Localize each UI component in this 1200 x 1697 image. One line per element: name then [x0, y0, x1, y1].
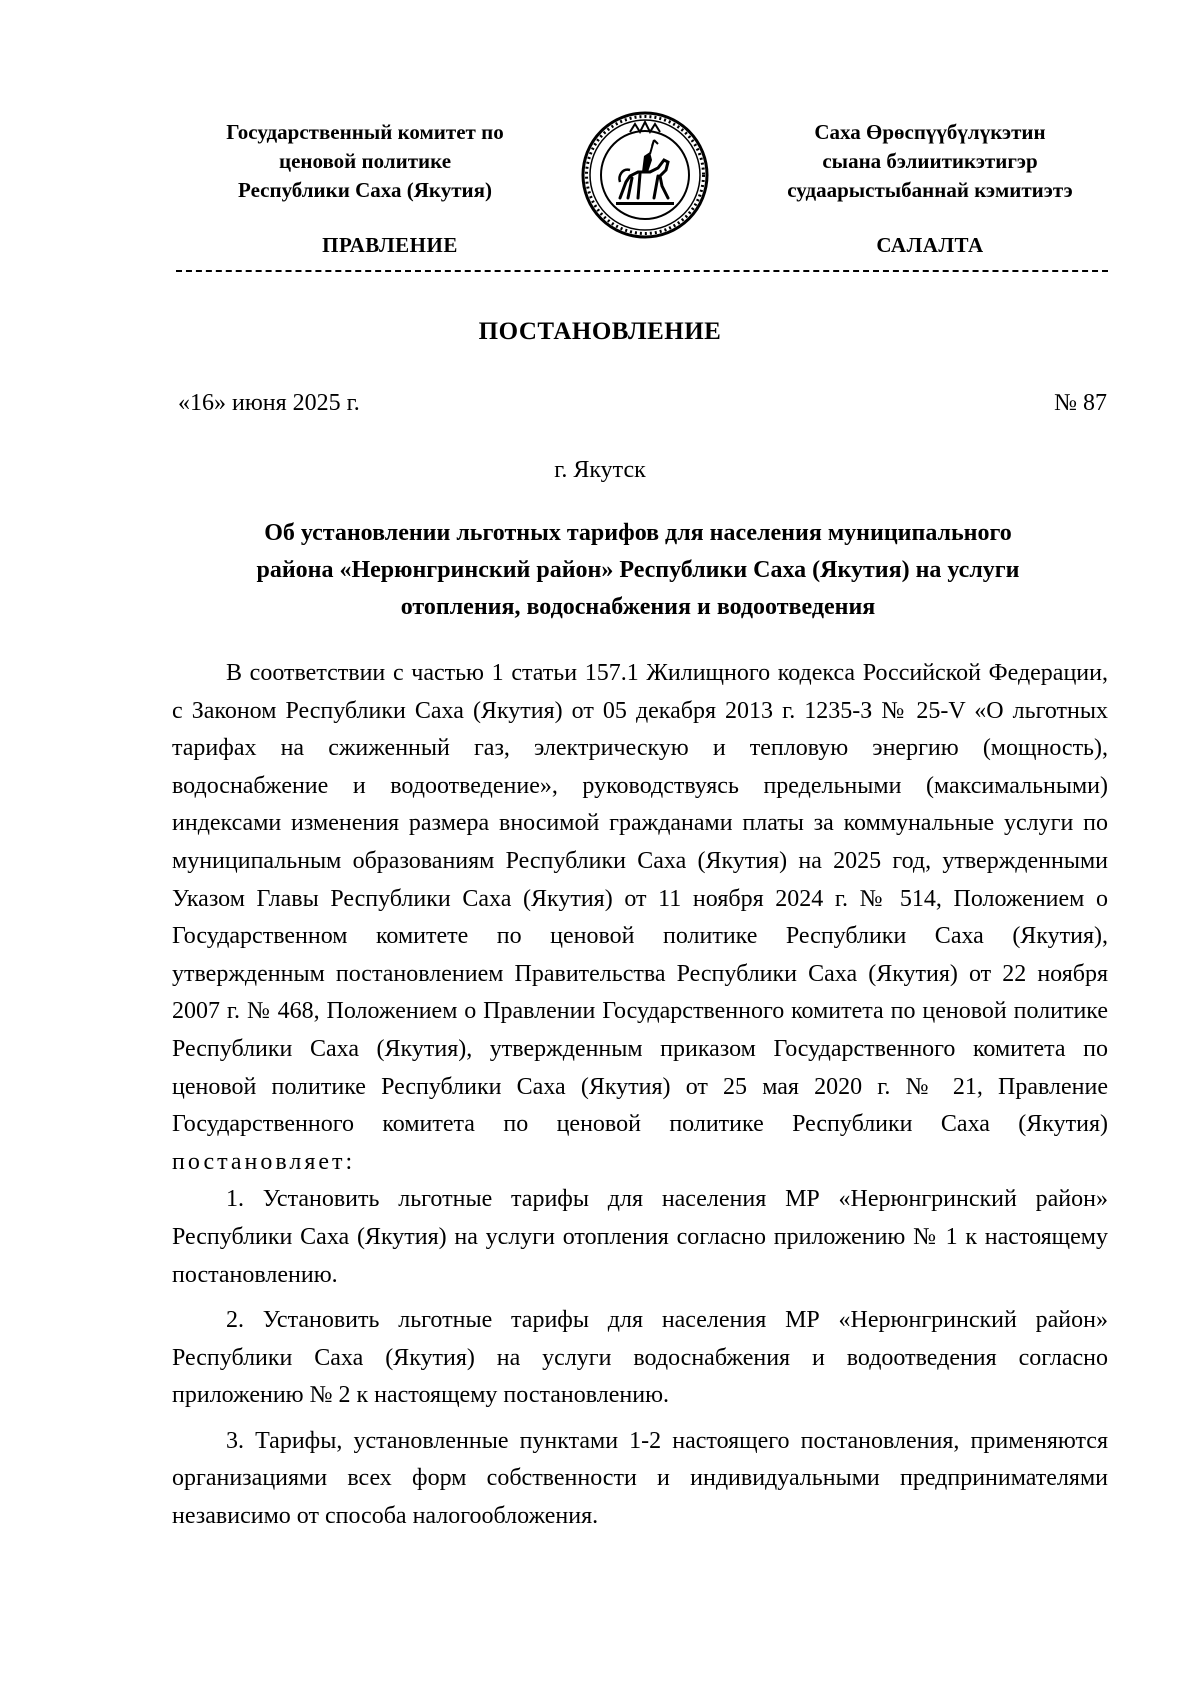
document-date: «16» июня 2025 г. — [178, 390, 360, 416]
committee-name-russian — [190, 118, 540, 205]
board-label-russian: ПРАВЛЕНИЕ — [322, 233, 458, 257]
committee-name-line: ценовой политике — [278, 149, 452, 173]
document-body — [172, 655, 1108, 1536]
coat-of-arms-emblem — [580, 110, 710, 240]
committee-name-yakut — [740, 118, 1120, 205]
subject-line: отопления, водоснабжения и водоотведения — [400, 594, 876, 620]
decree-item: 1. Установить льготные тарифы для населения МР «Нерюнгринский район» Республики Саха (Якутия) на услуги отопления согласно приложению № 1 к настоящему постановлению. — [172, 1186, 1108, 1288]
committee-name-line: Республики Саха (Якутия) — [238, 178, 492, 202]
decree-item: 2. Установить льготные тарифы для населения МР «Нерюнгринский район» Республики Саха (Якутия) на услуги водоснабжения и водоотведения согласно приложению № 2 к настоящему постановлению. — [172, 1307, 1108, 1409]
committee-name-line: судаарыстыбаннай кэмитиэтэ — [787, 178, 1073, 202]
header-divider — [176, 270, 1108, 272]
preamble-text: В соответствии с частью 1 статьи 157.1 Жилищного кодекса Российской Федерации, с Законом Республики Саха (Якутия) от 05 декабря 2013 г. 1235-З № 25-V «О льготных тарифах на сжиженный газ, электрическую и тепловую энергию (мощность), водоснабжение и водоотведение», руководствуясь предельными (максимальными) индексами изменения размера вносимой гражданами платы за коммунальные услуги по муниципальным образованиям Республики Саха (Якутия) на 2025 год, утвержденными Указом Главы Республики Саха (Якутия) от 11 ноября 2024 г. № 514, Положением о Государственном комитете по ценовой политике Республики Саха (Якутия), утвержденным постановлением Правительства Республики Саха (Якутия) от 22 ноября 2007 г. № 468, Положением о Правлении Государственного комитета по ценовой политике Республики Саха (Якутия), утвержденным приказом Государственного комитета по ценовой политике Республики Саха (Якутия) от 25 мая 2020 г. № 21, Правление Государственного комитета по ценовой политике Республики Саха (Якутия) — [172, 660, 1108, 1138]
committee-name-line: Государственный комитет по — [226, 120, 504, 144]
decree-word: постановляет: — [172, 1148, 356, 1175]
committee-name-line: Саха Өрөспүүбүлүкэтин — [814, 120, 1046, 144]
decree-item: 3. Тарифы, установленные пунктами 1-2 настоящего постановления, применяются организациями всех форм собственности и индивидуальными предпринимателями независимо от способа налогообложения. — [172, 1427, 1108, 1530]
document-subject — [170, 515, 1106, 626]
document-title: ПОСТАНОВЛЕНИЕ — [478, 318, 722, 345]
document-number: № 87 — [1054, 390, 1107, 416]
subject-line: Об установлении льготных тарифов для населения муниципального — [264, 520, 1012, 546]
preamble-paragraph — [172, 655, 1108, 1181]
board-label-yakut: САЛАЛТА — [876, 233, 984, 257]
subject-line: района «Нерюнгринский район» Республики Саха (Якутия) на услуги — [256, 557, 1020, 583]
document-city: г. Якутск — [554, 457, 646, 483]
committee-name-line: сыана бэлиитикэтигэр — [822, 149, 1038, 173]
